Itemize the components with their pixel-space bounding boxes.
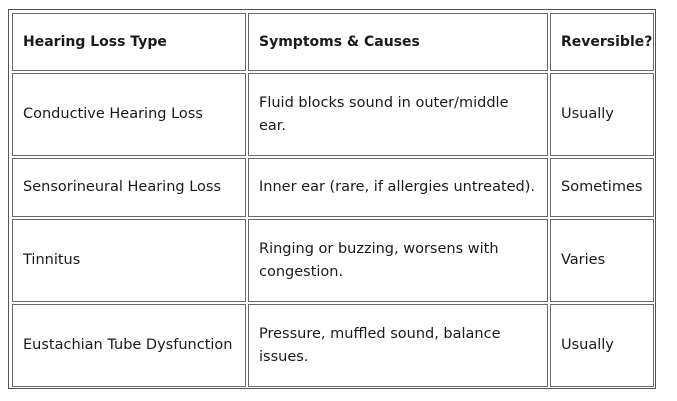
cell-reversible: Usually (550, 73, 654, 156)
cell-symptoms: Ringing or buzzing, worsens with congestion. (248, 219, 548, 302)
cell-type: Tinnitus (12, 219, 246, 302)
header-hearing-loss-type: Hearing Loss Type (12, 13, 246, 71)
table-row (12, 219, 654, 302)
cell-type: Conductive Hearing Loss (12, 73, 246, 156)
cell-reversible: Sometimes (550, 158, 654, 217)
table-row (12, 73, 654, 156)
hearing-loss-table-frame (8, 9, 656, 389)
header-reversible: Reversible? (550, 13, 654, 71)
cell-type: Sensorineural Hearing Loss (12, 158, 246, 217)
cell-symptoms: Pressure, muffled sound, balance issues. (248, 304, 548, 387)
cell-symptoms: Inner ear (rare, if allergies untreated). (248, 158, 548, 217)
header-symptoms-causes: Symptoms & Causes (248, 13, 548, 71)
table-header-row (12, 13, 654, 71)
table-row (12, 304, 654, 387)
cell-symptoms: Fluid blocks sound in outer/middle ear. (248, 73, 548, 156)
cell-reversible: Varies (550, 219, 654, 302)
cell-reversible: Usually (550, 304, 654, 387)
hearing-loss-table (10, 11, 656, 389)
table-row (12, 158, 654, 217)
cell-type: Eustachian Tube Dysfunction (12, 304, 246, 387)
